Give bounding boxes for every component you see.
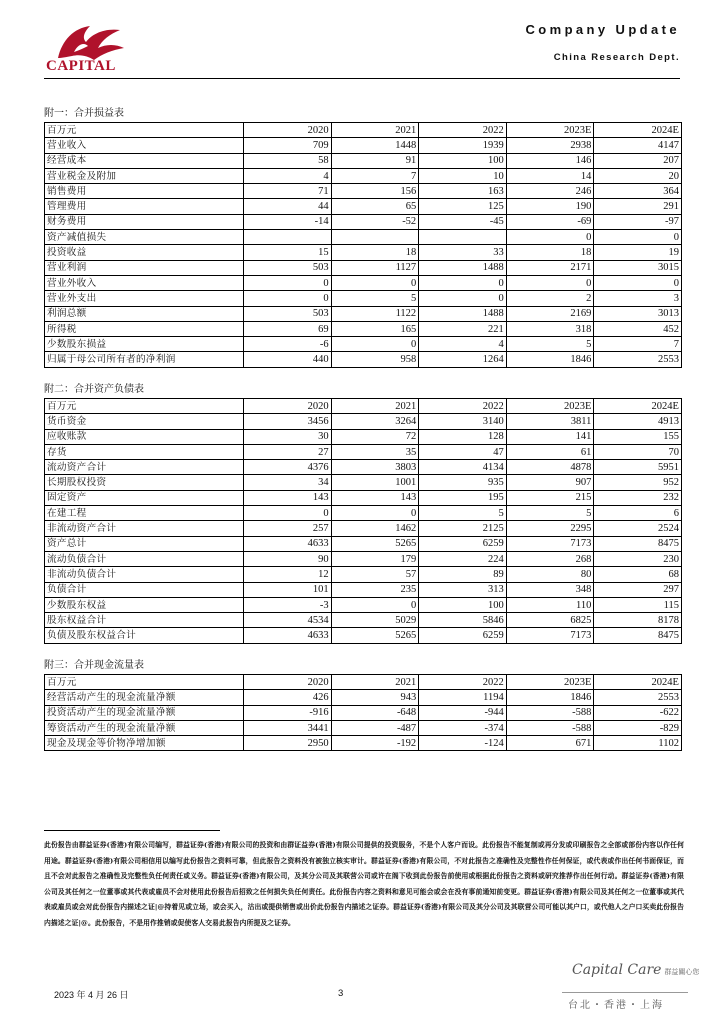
table-row [45, 184, 682, 199]
table-cell: 4376 [244, 460, 332, 475]
table-cell: -944 [419, 705, 507, 720]
table-row [45, 597, 682, 612]
table-cell: 58 [244, 153, 332, 168]
table-row [45, 321, 682, 336]
table-cell: 100 [419, 153, 507, 168]
unit-label: 百万元 [45, 123, 244, 138]
table-cell: 671 [506, 736, 594, 751]
table-row [45, 199, 682, 214]
table-cell: 0 [244, 506, 332, 521]
table-header-row [45, 399, 682, 414]
table-row [45, 138, 682, 153]
table-cell: 18 [331, 245, 419, 260]
table-cell: 70 [594, 444, 682, 459]
table-row [45, 628, 682, 643]
table-cell: 0 [331, 506, 419, 521]
table-cell: 57 [331, 567, 419, 582]
year-header: 2022 [419, 675, 507, 690]
table-cell: 3264 [331, 414, 419, 429]
row-label: 长期股权投资 [45, 475, 244, 490]
table-cell: 2938 [506, 138, 594, 153]
brand-divider [562, 992, 688, 993]
table-cell: 80 [506, 567, 594, 582]
table-cell: 268 [506, 551, 594, 566]
row-label: 归属于母公司所有者的净利润 [45, 352, 244, 367]
table-row [45, 736, 682, 751]
table-cell: 20 [594, 168, 682, 183]
table-cell: 6259 [419, 536, 507, 551]
table-cell: 503 [244, 306, 332, 321]
table-row [45, 613, 682, 628]
brand-name: Capital Care [572, 962, 662, 978]
table-cell: 7 [331, 168, 419, 183]
table-row [45, 153, 682, 168]
table-cell: 8475 [594, 628, 682, 643]
table-cell: 1264 [419, 352, 507, 367]
table-cell: 3803 [331, 460, 419, 475]
table-cell: 0 [331, 337, 419, 352]
table-cell: 5951 [594, 460, 682, 475]
table-cell: 0 [244, 291, 332, 306]
table-cell: 426 [244, 690, 332, 705]
capital-care-brand [572, 962, 699, 978]
year-header: 2022 [419, 123, 507, 138]
table-cell: 0 [506, 230, 594, 245]
table-cell: 452 [594, 321, 682, 336]
year-header: 2021 [331, 123, 419, 138]
table-cell: 125 [419, 199, 507, 214]
table-cell: 0 [419, 291, 507, 306]
table-cell: 709 [244, 138, 332, 153]
table-cell: -192 [331, 736, 419, 751]
table-cell: 195 [419, 490, 507, 505]
header-divider [44, 78, 680, 79]
table-cell: 215 [506, 490, 594, 505]
row-label: 在建工程 [45, 506, 244, 521]
table-cell: -588 [506, 720, 594, 735]
table-cell: 2 [506, 291, 594, 306]
table-cell [244, 230, 332, 245]
table-cell: 100 [419, 597, 507, 612]
table-cell: -124 [419, 736, 507, 751]
table-cell: 4 [419, 337, 507, 352]
table-cell: 2295 [506, 521, 594, 536]
table-cell: 18 [506, 245, 594, 260]
table-row [45, 214, 682, 229]
report-date: 2023 年 4 月 26 日 [54, 990, 129, 1000]
balance-sheet-table [44, 398, 682, 644]
table-cell: 6 [594, 506, 682, 521]
row-label: 少数股东权益 [45, 597, 244, 612]
table-cell: 5265 [331, 628, 419, 643]
table-cell: 156 [331, 184, 419, 199]
table-cell: -648 [331, 705, 419, 720]
table-cell: 8475 [594, 536, 682, 551]
row-label: 经营成本 [45, 153, 244, 168]
document-title: Company Update [525, 22, 680, 37]
row-label: 管理费用 [45, 199, 244, 214]
table-cell: 3 [594, 291, 682, 306]
row-label: 非流动资产合计 [45, 521, 244, 536]
table-cell: 35 [331, 444, 419, 459]
table-cell: 291 [594, 199, 682, 214]
row-label: 利润总额 [45, 306, 244, 321]
table-row [45, 551, 682, 566]
table-cell: 2553 [594, 690, 682, 705]
table-row [45, 490, 682, 505]
table-cell: 1462 [331, 521, 419, 536]
table-cell: 246 [506, 184, 594, 199]
table-cell: 1194 [419, 690, 507, 705]
office-cities: 台北・香港・上海 [568, 1000, 664, 1011]
document-subtitle: China Research Dept. [553, 52, 680, 63]
table-cell: 179 [331, 551, 419, 566]
brand-tagline: 群益關心您 [664, 968, 700, 976]
row-label: 筹资活动产生的现金流量净额 [45, 720, 244, 735]
table-row [45, 506, 682, 521]
table-cell: -14 [244, 214, 332, 229]
table-cell: 61 [506, 444, 594, 459]
table-cell: -52 [331, 214, 419, 229]
table-cell: 230 [594, 551, 682, 566]
table-cell: 0 [594, 230, 682, 245]
table-cell: 68 [594, 567, 682, 582]
row-label: 财务费用 [45, 214, 244, 229]
table-cell: 0 [506, 275, 594, 290]
table-cell: -3 [244, 597, 332, 612]
table-row [45, 567, 682, 582]
table-cell: 364 [594, 184, 682, 199]
table-cell: 165 [331, 321, 419, 336]
table-cell: 146 [506, 153, 594, 168]
table-cell: 1939 [419, 138, 507, 153]
table-cell: 19 [594, 245, 682, 260]
table-cell: 2171 [506, 260, 594, 275]
table-cell: 3441 [244, 720, 332, 735]
row-label: 投资收益 [45, 245, 244, 260]
income-statement-title: 附一：合并损益表 [44, 108, 124, 119]
table-cell: 4913 [594, 414, 682, 429]
table-cell: 15 [244, 245, 332, 260]
year-header: 2021 [331, 399, 419, 414]
table-cell: 2169 [506, 306, 594, 321]
table-row [45, 291, 682, 306]
table-cell: 0 [419, 275, 507, 290]
table-cell: -97 [594, 214, 682, 229]
table-cell: 71 [244, 184, 332, 199]
table-row [45, 720, 682, 735]
table-cell: 72 [331, 429, 419, 444]
table-cell: 440 [244, 352, 332, 367]
table-cell: 257 [244, 521, 332, 536]
table-cell: 3456 [244, 414, 332, 429]
table-cell: 47 [419, 444, 507, 459]
table-cell: 232 [594, 490, 682, 505]
table-cell: 5 [506, 506, 594, 521]
table-cell: 3015 [594, 260, 682, 275]
table-cell: 89 [419, 567, 507, 582]
table-cell: 348 [506, 582, 594, 597]
table-cell: 4 [244, 168, 332, 183]
table-row [45, 521, 682, 536]
table-cell: 8178 [594, 613, 682, 628]
row-label: 资产总计 [45, 536, 244, 551]
table-cell: 224 [419, 551, 507, 566]
row-label: 营业收入 [45, 138, 244, 153]
table-row [45, 306, 682, 321]
table-cell: 101 [244, 582, 332, 597]
table-cell: 235 [331, 582, 419, 597]
table-cell: 4878 [506, 460, 594, 475]
table-cell: 1102 [594, 736, 682, 751]
table-cell: 33 [419, 245, 507, 260]
year-header: 2023E [506, 675, 594, 690]
table-cell: 935 [419, 475, 507, 490]
table-cell: 69 [244, 321, 332, 336]
year-header: 2020 [244, 399, 332, 414]
row-label: 负债合计 [45, 582, 244, 597]
table-cell: -487 [331, 720, 419, 735]
table-cell: 65 [331, 199, 419, 214]
table-cell: 190 [506, 199, 594, 214]
row-label: 负债及股东权益合计 [45, 628, 244, 643]
table-cell: -829 [594, 720, 682, 735]
table-row [45, 168, 682, 183]
table-cell: 0 [244, 275, 332, 290]
table-cell: 0 [331, 597, 419, 612]
table-row [45, 460, 682, 475]
table-cell: 1001 [331, 475, 419, 490]
table-cell: 4633 [244, 628, 332, 643]
table-cell: -916 [244, 705, 332, 720]
table-row [45, 536, 682, 551]
table-row [45, 245, 682, 260]
row-label: 经营活动产生的现金流量净额 [45, 690, 244, 705]
balance-sheet-title: 附二：合并资产负债表 [44, 384, 144, 395]
row-label: 存货 [45, 444, 244, 459]
table-cell: 5846 [419, 613, 507, 628]
table-row [45, 690, 682, 705]
table-cell: 7173 [506, 536, 594, 551]
income-statement-table [44, 122, 682, 368]
table-cell: 943 [331, 690, 419, 705]
table-header-row [45, 675, 682, 690]
table-cell: 5 [331, 291, 419, 306]
table-cell: 5 [506, 337, 594, 352]
table-cell: -374 [419, 720, 507, 735]
table-header-row [45, 123, 682, 138]
table-cell: -6 [244, 337, 332, 352]
table-cell: 4147 [594, 138, 682, 153]
table-cell: 91 [331, 153, 419, 168]
row-label: 所得税 [45, 321, 244, 336]
row-label: 营业利润 [45, 260, 244, 275]
row-label: 营业外收入 [45, 275, 244, 290]
row-label: 营业税金及附加 [45, 168, 244, 183]
row-label: 销售费用 [45, 184, 244, 199]
table-cell: 5 [419, 506, 507, 521]
table-cell: 163 [419, 184, 507, 199]
table-cell: 90 [244, 551, 332, 566]
table-cell: 34 [244, 475, 332, 490]
row-label: 股东权益合计 [45, 613, 244, 628]
row-label: 非流动负债合计 [45, 567, 244, 582]
table-cell: 5265 [331, 536, 419, 551]
table-cell [331, 230, 419, 245]
table-cell: -45 [419, 214, 507, 229]
table-cell: 12 [244, 567, 332, 582]
table-cell: 143 [331, 490, 419, 505]
table-row [45, 444, 682, 459]
table-cell: 503 [244, 260, 332, 275]
cash-flow-title: 附三：合并现金流量表 [44, 660, 144, 671]
table-cell: 4134 [419, 460, 507, 475]
year-header: 2023E [506, 399, 594, 414]
table-cell: 313 [419, 582, 507, 597]
table-cell: 907 [506, 475, 594, 490]
table-cell: 3013 [594, 306, 682, 321]
table-row [45, 705, 682, 720]
row-label: 固定资产 [45, 490, 244, 505]
table-row [45, 352, 682, 367]
table-row [45, 582, 682, 597]
year-header: 2024E [594, 675, 682, 690]
table-cell: 141 [506, 429, 594, 444]
table-row [45, 414, 682, 429]
table-cell: 7 [594, 337, 682, 352]
table-cell: 1488 [419, 260, 507, 275]
row-label: 应收账款 [45, 429, 244, 444]
table-row [45, 230, 682, 245]
table-cell: 10 [419, 168, 507, 183]
logo-text: CAPITAL [46, 58, 116, 74]
year-header: 2024E [594, 399, 682, 414]
row-label: 流动资产合计 [45, 460, 244, 475]
page-number: 3 [338, 988, 344, 999]
row-label: 少数股东损益 [45, 337, 244, 352]
table-cell: 155 [594, 429, 682, 444]
table-cell: 952 [594, 475, 682, 490]
year-header: 2020 [244, 123, 332, 138]
table-cell: 2524 [594, 521, 682, 536]
table-cell: -622 [594, 705, 682, 720]
table-cell: 5029 [331, 613, 419, 628]
disclaimer-text: 此份报告由群益证券(香港)有限公司编写，群益证券(香港)有限公司的投资和由群证益券(香港)有限公司提供的投资服务，不是个人客户而设。此份报告不能复制或再分发或印刷报告之全部或部份内容以作任何用途。群益证券(香港)有限公司相信用以编写此份报告之资料可靠，但此报告之资料没有被独立核实审计。群益证券(香港)有限公司，不对此报告之准确性及完整性作任何保证，或代表或作出任何书面保证，而且不会对此报告之准确性及完整性负任何责任或义务。群益证券(香港)有限公司，及其分公司及其联营公司或许在阁下收到此份报告前使用或根据此份报告之资料或研究推荐作出任何行动。群益证券(香港)有限公司及其任何之一位董事或其代表或雇员不会对使用此份报告后招致之任何损失负任何责任。此份报告内容之资料和意见可能会或会在没有事前通知前变更。群益证券(香港)有限公司及其任何之一位董事或其代表或雇员或会对此份报告内描述之证|@持着见或立场，或会买入，沽出或提供销售或出价此份报告内描述之证券。群益证券(香港)有限公司及其分公司及其联营公司可能以其户口，或代他人之户口买卖此份报告内描述之证|@。此份报告，不是用作推销或促使客人交易此报告内所提及之证券。 [44, 841, 684, 927]
table-cell: 207 [594, 153, 682, 168]
table-cell: -588 [506, 705, 594, 720]
row-label: 货币资金 [45, 414, 244, 429]
table-cell: 958 [331, 352, 419, 367]
unit-label: 百万元 [45, 399, 244, 414]
table-cell: 2553 [594, 352, 682, 367]
row-label: 流动负债合计 [45, 551, 244, 566]
year-header: 2022 [419, 399, 507, 414]
row-label: 投资活动产生的现金流量净额 [45, 705, 244, 720]
table-cell: 115 [594, 597, 682, 612]
table-cell: 7173 [506, 628, 594, 643]
table-cell: 3811 [506, 414, 594, 429]
table-cell: 6825 [506, 613, 594, 628]
table-cell: 1448 [331, 138, 419, 153]
table-cell: 30 [244, 429, 332, 444]
table-cell: 1846 [506, 352, 594, 367]
table-cell: 2125 [419, 521, 507, 536]
table-cell: 143 [244, 490, 332, 505]
table-cell [419, 230, 507, 245]
table-cell: 221 [419, 321, 507, 336]
row-label: 资产减值损失 [45, 230, 244, 245]
row-label: 现金及现金等价物净增加额 [45, 736, 244, 751]
table-cell: 27 [244, 444, 332, 459]
row-label: 营业外支出 [45, 291, 244, 306]
table-row [45, 429, 682, 444]
table-cell: 318 [506, 321, 594, 336]
table-cell: 4633 [244, 536, 332, 551]
table-cell: 1122 [331, 306, 419, 321]
table-row [45, 275, 682, 290]
table-cell: 1127 [331, 260, 419, 275]
cash-flow-table [44, 674, 682, 751]
table-cell: 2950 [244, 736, 332, 751]
table-cell: 1846 [506, 690, 594, 705]
footnote-divider [44, 830, 220, 831]
table-cell: 1488 [419, 306, 507, 321]
table-cell: 0 [594, 275, 682, 290]
table-cell: 297 [594, 582, 682, 597]
table-cell: 6259 [419, 628, 507, 643]
table-cell: 128 [419, 429, 507, 444]
table-row [45, 337, 682, 352]
table-cell: 0 [331, 275, 419, 290]
table-row [45, 260, 682, 275]
table-cell: 110 [506, 597, 594, 612]
year-header: 2024E [594, 123, 682, 138]
year-header: 2023E [506, 123, 594, 138]
year-header: 2021 [331, 675, 419, 690]
table-cell: 4534 [244, 613, 332, 628]
table-row [45, 475, 682, 490]
table-cell: 14 [506, 168, 594, 183]
table-cell: -69 [506, 214, 594, 229]
table-cell: 44 [244, 199, 332, 214]
table-cell: 3140 [419, 414, 507, 429]
year-header: 2020 [244, 675, 332, 690]
unit-label: 百万元 [45, 675, 244, 690]
